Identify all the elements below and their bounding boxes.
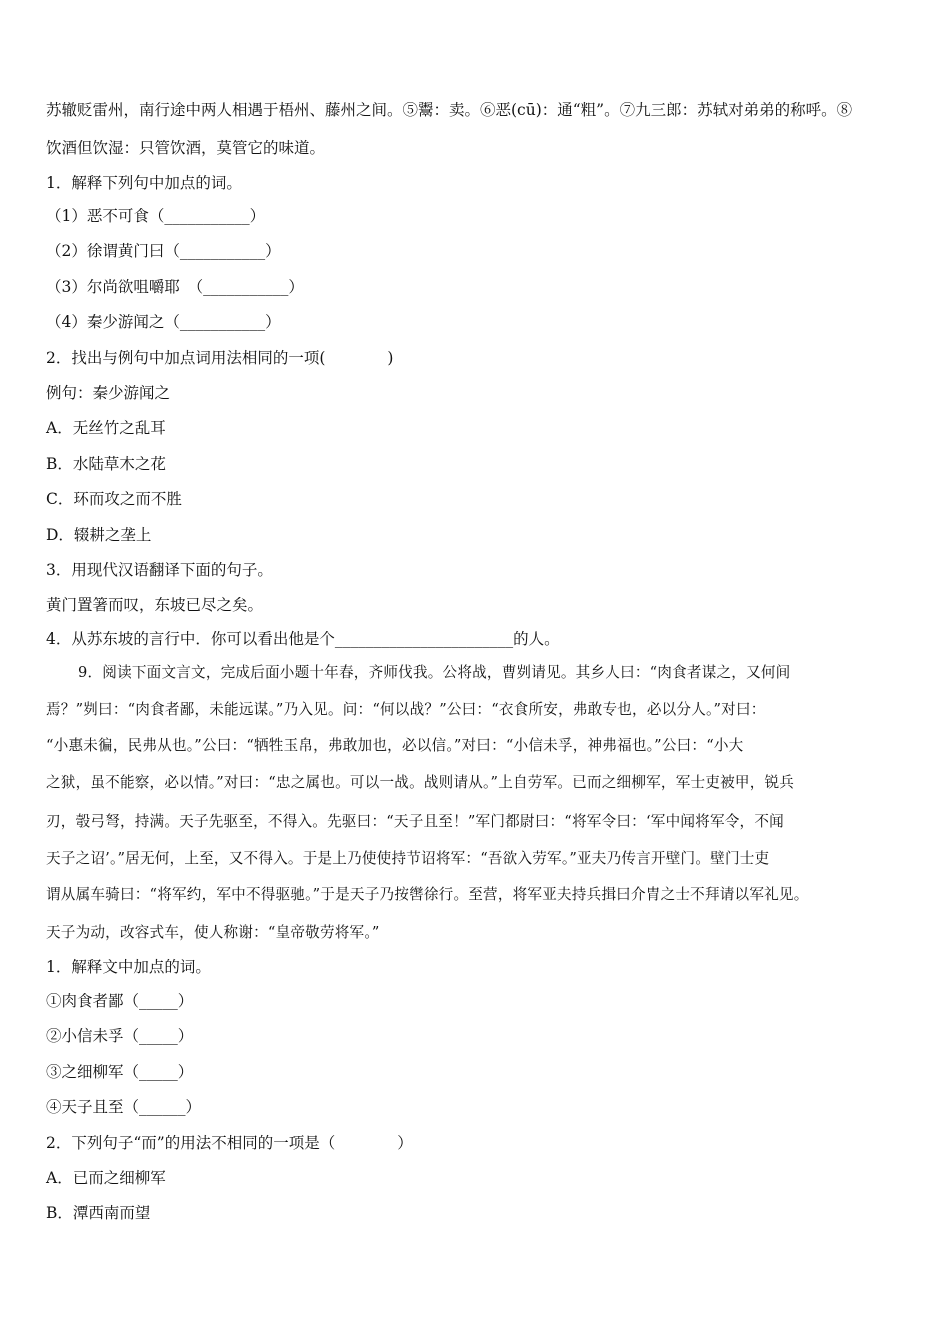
sub-question-2-heading: 2．下列句子“而”的用法不相同的一项是（ ） bbox=[46, 1134, 413, 1152]
question-1-item-3: （3）尔尚欲咀嚼耶 （___________） bbox=[46, 278, 304, 296]
passage-line-6: 天子之诏’。”居无何，上至，又不得入。于是上乃使使持节诏将军：“吾欲入劳军。”亚夫乃传言开壁门。壁门士吏 bbox=[46, 850, 770, 867]
sub-question-1-item-1: ①肉食者鄙（_____） bbox=[46, 992, 194, 1010]
sub-question-1-item-3: ③之细柳军（_____） bbox=[46, 1063, 194, 1081]
question-2-heading: 2．找出与例句中加点词用法相同的一项( ) bbox=[46, 349, 394, 367]
sub-question-2-option-b: B．潭西南而望 bbox=[46, 1204, 151, 1222]
option-d: D．辍耕之垄上 bbox=[46, 526, 152, 544]
sub-question-2-option-a: A．已而之细柳军 bbox=[46, 1169, 166, 1187]
sub-question-1-heading: 1．解释文中加点的词。 bbox=[46, 958, 211, 976]
passage-line-2: 焉？”刿曰：“肉食者鄙，未能远谋。”乃入见。问：“何以战？”公曰：“衣食所安，弗敢专也，必以分人。”对曰： bbox=[46, 701, 766, 718]
passage-line-5: 刃，彀弓弩，持满。天子先驱至，不得入。先驱曰：“天子且至！”军门都尉曰：“将军令曰：‘军中闻将军令，不闻 bbox=[46, 813, 784, 830]
option-b: B．水陆草木之花 bbox=[46, 455, 166, 473]
passage-line-4: 之狱，虽不能察，必以情。”对曰：“忠之属也。可以一战。战则请从。”上自劳军。已而之细柳军，军士吏被甲，锐兵 bbox=[46, 774, 795, 791]
note-line-2: 饮酒但饮湿：只管饮酒，莫管它的味道。 bbox=[46, 139, 326, 157]
question-1-item-1: （1）恶不可食（___________） bbox=[46, 207, 266, 225]
passage-line-3: “小惠未徧，民弗从也。”公曰：“牺牲玉帛，弗敢加也，必以信。”对曰：“小信未孚，神弗福也。”公曰：“小大 bbox=[46, 737, 744, 754]
passage-line-8: 天子为动，改容式车，使人称谢：“皇帝敬劳将军。” bbox=[46, 924, 380, 941]
question-1-item-2: （2）徐谓黄门曰（___________） bbox=[46, 242, 281, 260]
sub-question-1-item-2: ②小信未孚（_____） bbox=[46, 1027, 194, 1045]
question-1-heading: 1．解释下列句中加点的词。 bbox=[46, 174, 242, 192]
note-line-1: 苏辙贬雷州，南行途中两人相遇于梧州、藤州之间。⑤鬻：卖。⑥恶(cū)：通“粗”。⑦九三郎：苏轼对弟弟的称呼。⑧ bbox=[46, 101, 853, 119]
question-4-heading: 4．从苏东坡的言行中．你可以看出他是个_______________________的人。 bbox=[46, 630, 560, 648]
passage-line-1: 9．阅读下面文言文，完成后面小题十年春，齐师伐我。公将战，曹刿请见。其乡人曰：“肉食者谋之，又何间 bbox=[78, 664, 791, 681]
sub-question-1-item-4: ④天子且至（______） bbox=[46, 1098, 202, 1116]
question-2-example: 例句：秦少游闻之 bbox=[46, 384, 171, 402]
question-3-sentence: 黄门置箸而叹，东坡已尽之矣。 bbox=[46, 596, 264, 614]
question-3-heading: 3．用现代汉语翻译下面的句子。 bbox=[46, 561, 273, 579]
option-c: C．环而攻之而不胜 bbox=[46, 490, 182, 508]
option-a: A．无丝竹之乱耳 bbox=[46, 419, 166, 437]
question-1-item-4: （4）秦少游闻之（___________） bbox=[46, 313, 281, 331]
passage-line-7: 谓从属车骑曰：“将军约，军中不得驱驰。”于是天子乃按辔徐行。至营，将军亚夫持兵揖曰介胄之士不拜请以军礼见。 bbox=[46, 886, 809, 903]
